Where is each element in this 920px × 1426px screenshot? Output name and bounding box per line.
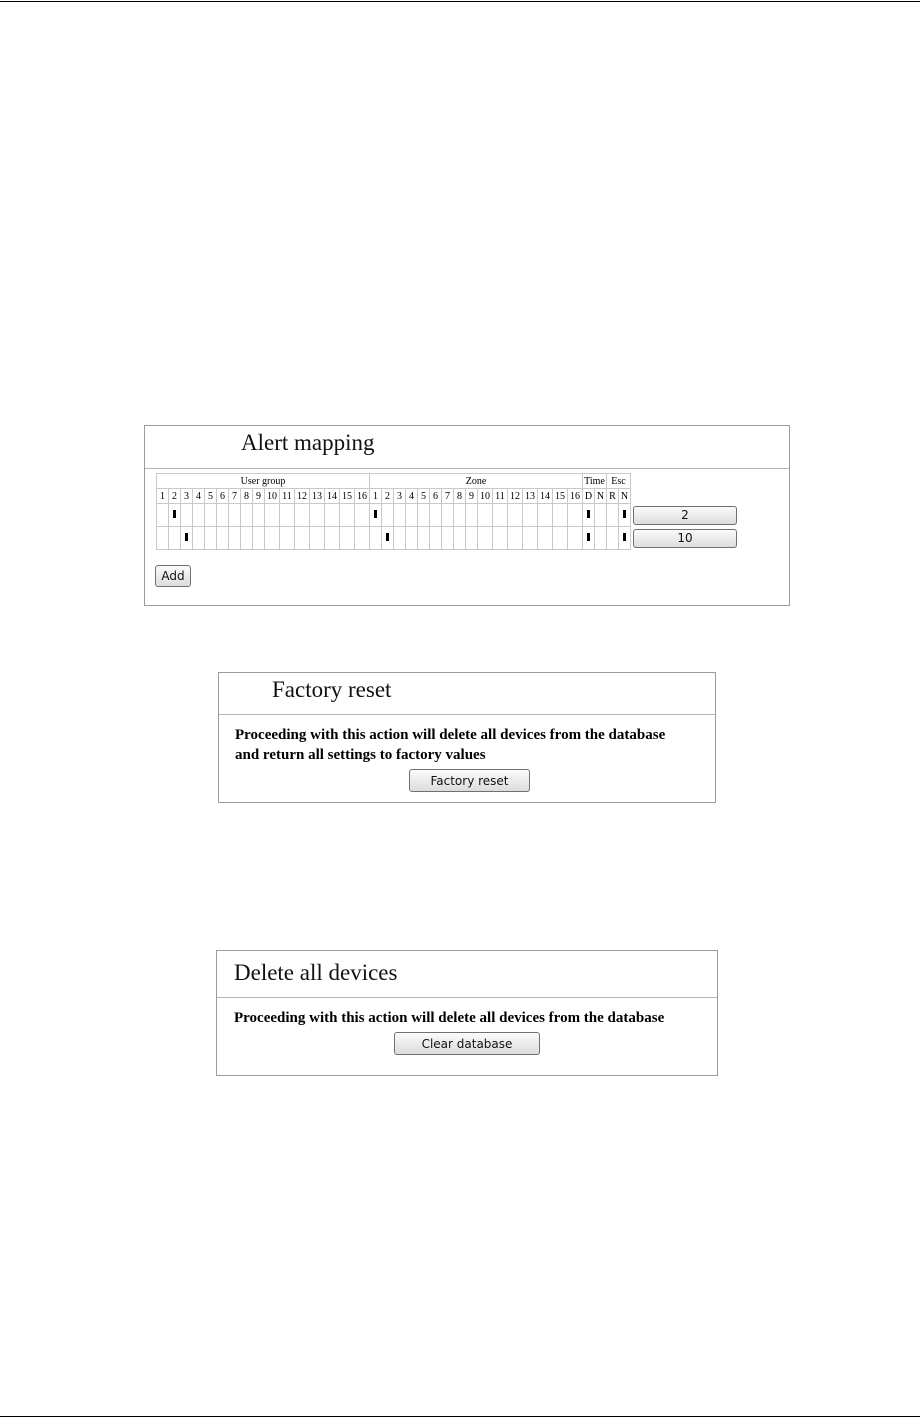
time-cell[interactable] xyxy=(583,527,595,550)
esc-cell[interactable] xyxy=(619,504,631,527)
checked-marker xyxy=(623,510,626,518)
time-col-d: D xyxy=(583,489,595,504)
alert-mapping-panel xyxy=(144,425,790,606)
row-button-cell xyxy=(631,527,740,550)
esc-col-r: R xyxy=(607,489,619,504)
user-group-col-2: 2 xyxy=(169,489,181,504)
zone-cell[interactable] xyxy=(478,527,493,550)
zone-col-10: 10 xyxy=(478,489,493,504)
zone-col-7: 7 xyxy=(442,489,454,504)
zone-cell[interactable] xyxy=(370,504,382,527)
zone-col-6: 6 xyxy=(430,489,442,504)
user-group-cell[interactable] xyxy=(310,504,325,527)
factory-reset-panel xyxy=(218,672,716,803)
user-group-cell[interactable] xyxy=(217,504,229,527)
zone-col-15: 15 xyxy=(553,489,568,504)
user-group-cell[interactable] xyxy=(241,504,253,527)
user-group-cell[interactable] xyxy=(181,527,193,550)
zone-cell[interactable] xyxy=(442,504,454,527)
clear-database-button[interactable]: Clear database xyxy=(394,1032,540,1055)
checked-marker xyxy=(623,533,626,541)
user-group-col-13: 13 xyxy=(310,489,325,504)
zone-cell[interactable] xyxy=(442,527,454,550)
user-group-cell[interactable] xyxy=(280,527,295,550)
zone-cell[interactable] xyxy=(478,504,493,527)
zone-cell[interactable] xyxy=(454,527,466,550)
zone-cell[interactable] xyxy=(493,527,508,550)
zone-cell[interactable] xyxy=(508,527,523,550)
delete-all-devices-panel xyxy=(216,950,718,1076)
group-header-user-group: User group xyxy=(157,474,370,489)
user-group-col-12: 12 xyxy=(295,489,310,504)
zone-cell[interactable] xyxy=(418,527,430,550)
group-header-zone: Zone xyxy=(370,474,583,489)
user-group-col-7: 7 xyxy=(229,489,241,504)
zone-cell[interactable] xyxy=(538,527,553,550)
zone-cell[interactable] xyxy=(406,527,418,550)
zone-cell[interactable] xyxy=(430,504,442,527)
zone-col-11: 11 xyxy=(493,489,508,504)
user-group-cell[interactable] xyxy=(295,504,310,527)
zone-cell[interactable] xyxy=(568,504,583,527)
user-group-cell[interactable] xyxy=(280,504,295,527)
zone-cell[interactable] xyxy=(508,504,523,527)
zone-cell[interactable] xyxy=(466,504,478,527)
zone-cell[interactable] xyxy=(406,504,418,527)
zone-cell[interactable] xyxy=(553,504,568,527)
delete-all-devices-title: Delete all devices xyxy=(234,960,398,985)
user-group-cell[interactable] xyxy=(355,527,370,550)
user-group-col-14: 14 xyxy=(325,489,340,504)
user-group-cell[interactable] xyxy=(193,527,205,550)
zone-cell[interactable] xyxy=(553,527,568,550)
user-group-cell[interactable] xyxy=(169,504,181,527)
zone-col-4: 4 xyxy=(406,489,418,504)
user-group-col-16: 16 xyxy=(355,489,370,504)
delete-all-devices-message: Proceeding with this action will delete all devices from the database xyxy=(234,1010,665,1026)
zone-col-14: 14 xyxy=(538,489,553,504)
user-group-cell[interactable] xyxy=(205,504,217,527)
user-group-cell[interactable] xyxy=(205,527,217,550)
zone-cell[interactable] xyxy=(538,504,553,527)
alert-mapping-row xyxy=(157,504,740,527)
user-group-col-3: 3 xyxy=(181,489,193,504)
group-header-spacer xyxy=(631,474,740,489)
user-group-cell[interactable] xyxy=(241,527,253,550)
factory-reset-message-line2: and return all settings to factory values xyxy=(235,747,486,763)
user-group-col-4: 4 xyxy=(193,489,205,504)
checked-marker xyxy=(185,533,188,541)
user-group-cell[interactable] xyxy=(193,504,205,527)
factory-reset-title: Factory reset xyxy=(272,677,392,702)
alert-mapping-grid xyxy=(156,473,740,550)
esc-cell[interactable] xyxy=(607,527,619,550)
esc-cell[interactable] xyxy=(607,504,619,527)
user-group-cell[interactable] xyxy=(253,504,265,527)
esc-cell[interactable] xyxy=(619,527,631,550)
zone-cell[interactable] xyxy=(418,504,430,527)
time-col-n: N xyxy=(595,489,607,504)
user-group-cell[interactable] xyxy=(340,504,355,527)
top-page-rule xyxy=(0,1,920,2)
zone-cell[interactable] xyxy=(430,527,442,550)
user-group-cell[interactable] xyxy=(181,504,193,527)
zone-col-1: 1 xyxy=(370,489,382,504)
column-header-spacer xyxy=(631,489,740,504)
zone-col-9: 9 xyxy=(466,489,478,504)
time-cell[interactable] xyxy=(583,504,595,527)
checked-marker xyxy=(173,510,176,518)
time-cell[interactable] xyxy=(595,527,607,550)
add-button[interactable]: Add xyxy=(155,565,191,587)
user-group-col-6: 6 xyxy=(217,489,229,504)
delete-all-devices-title-separator xyxy=(217,997,717,998)
user-group-cell[interactable] xyxy=(229,527,241,550)
user-group-col-5: 5 xyxy=(205,489,217,504)
group-header-esc: Esc xyxy=(607,474,631,489)
grid-group-header-row xyxy=(157,474,740,489)
zone-col-8: 8 xyxy=(454,489,466,504)
alert-mapping-title: Alert mapping xyxy=(241,430,375,455)
user-group-cell[interactable] xyxy=(265,504,280,527)
user-group-cell[interactable] xyxy=(310,527,325,550)
user-group-cell[interactable] xyxy=(169,527,181,550)
user-group-cell[interactable] xyxy=(229,504,241,527)
user-group-cell[interactable] xyxy=(253,527,265,550)
user-group-cell[interactable] xyxy=(325,527,340,550)
checked-marker xyxy=(587,533,590,541)
factory-reset-message-line1: Proceeding with this action will delete all devices from the database xyxy=(235,727,666,743)
factory-reset-title-separator xyxy=(219,714,715,715)
user-group-cell[interactable] xyxy=(157,504,169,527)
zone-col-2: 2 xyxy=(382,489,394,504)
time-cell[interactable] xyxy=(595,504,607,527)
esc-col-n: N xyxy=(619,489,631,504)
bottom-page-rule xyxy=(0,1416,920,1417)
user-group-col-15: 15 xyxy=(340,489,355,504)
user-group-col-8: 8 xyxy=(241,489,253,504)
zone-cell[interactable] xyxy=(493,504,508,527)
alert-mapping-row xyxy=(157,527,740,550)
zone-cell[interactable] xyxy=(523,504,538,527)
user-group-col-9: 9 xyxy=(253,489,265,504)
zone-col-12: 12 xyxy=(508,489,523,504)
zone-cell[interactable] xyxy=(454,504,466,527)
zone-cell[interactable] xyxy=(382,504,394,527)
zone-cell[interactable] xyxy=(568,527,583,550)
checked-marker xyxy=(374,510,377,518)
factory-reset-button[interactable]: Factory reset xyxy=(409,769,530,792)
zone-cell[interactable] xyxy=(523,527,538,550)
mapping-row-button[interactable]: 2 xyxy=(633,506,737,525)
checked-marker xyxy=(386,533,389,541)
grid-column-header-row xyxy=(157,489,740,504)
group-header-time: Time xyxy=(584,475,605,487)
zone-col-16: 16 xyxy=(568,489,583,504)
zone-cell[interactable] xyxy=(370,527,382,550)
zone-col-5: 5 xyxy=(418,489,430,504)
user-group-col-10: 10 xyxy=(265,489,280,504)
user-group-cell[interactable] xyxy=(217,527,229,550)
zone-col-3: 3 xyxy=(394,489,406,504)
zone-col-13: 13 xyxy=(523,489,538,504)
zone-cell[interactable] xyxy=(394,504,406,527)
user-group-cell[interactable] xyxy=(355,504,370,527)
user-group-col-1: 1 xyxy=(157,489,169,504)
user-group-cell[interactable] xyxy=(295,527,310,550)
user-group-cell[interactable] xyxy=(325,504,340,527)
user-group-cell[interactable] xyxy=(265,527,280,550)
zone-cell[interactable] xyxy=(466,527,478,550)
alert-mapping-title-separator xyxy=(145,468,789,469)
mapping-row-button[interactable]: 10 xyxy=(633,529,737,548)
user-group-col-11: 11 xyxy=(280,489,295,504)
user-group-cell[interactable] xyxy=(157,527,169,550)
zone-cell[interactable] xyxy=(382,527,394,550)
checked-marker xyxy=(587,510,590,518)
zone-cell[interactable] xyxy=(394,527,406,550)
row-button-cell xyxy=(631,504,740,527)
user-group-cell[interactable] xyxy=(340,527,355,550)
